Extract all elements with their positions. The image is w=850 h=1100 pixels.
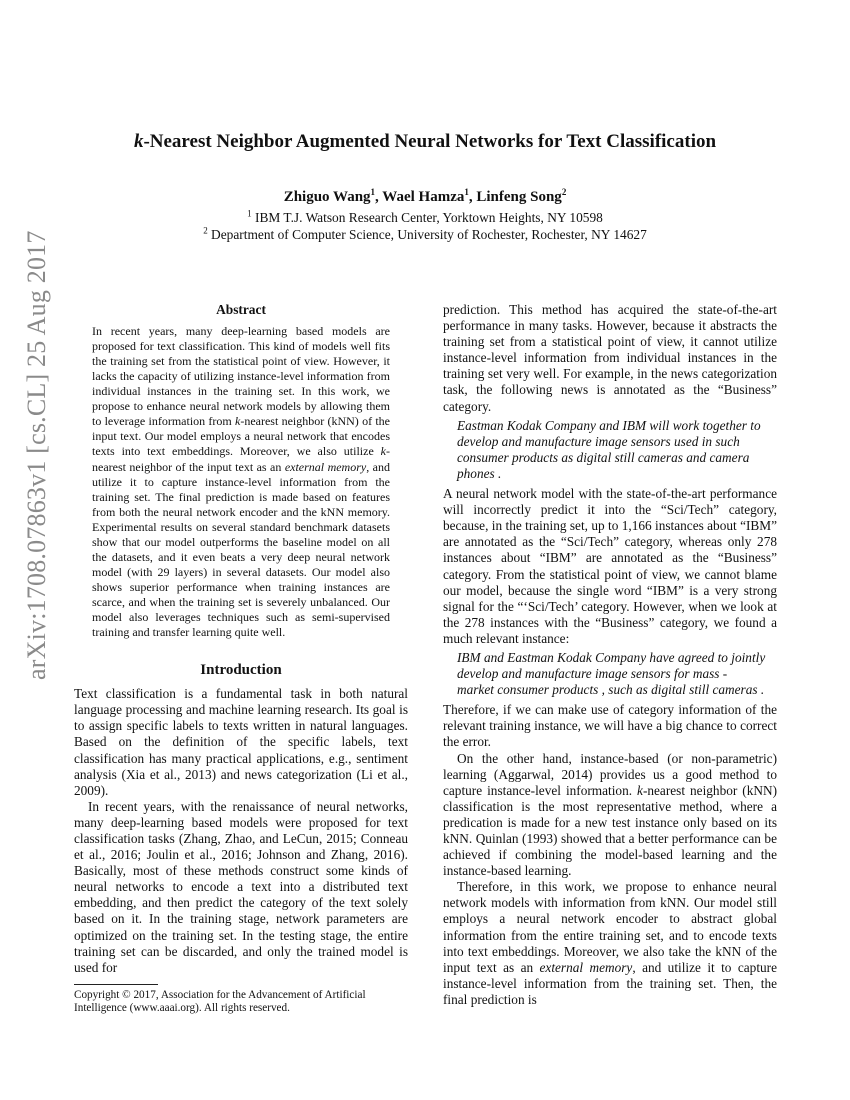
author-name: Wael Hamza (382, 189, 465, 205)
intro-paragraph-2: In recent years, with the renaissance of neural networks, many deep-learning based models were proposed for text classification tasks (Zhang, Zhao, and LeCun, 2015; Conneau et al., 2016; Joulin et al., 2016; Johnson and Zhang, 2016). Basically, most of these methods construct some kinds of neural networks to encode a text into a distributed text embedding, and then predict the category of the text solely based on it. In the training stage, network parameters are optimized on the training set. In the testing stage, the entire training set can be discarded, and only the trained model is used for (74, 798, 408, 975)
affiliation-1 (70, 210, 780, 226)
affiliation-mark: 1 (247, 208, 252, 219)
abstract-text: -nearest neighbor of the input text as an (92, 444, 390, 474)
affiliation-mark: 2 (203, 225, 208, 236)
author-affil-mark: 2 (561, 187, 567, 197)
body-text: -nearest neighbor (kNN) classification is the most representative method, where a predication is made for a new test instance only based on its kNN. Quinlan (1993) showed that a better performance can be achieved if combining the model-based learning and the instance-based learning. (443, 782, 777, 879)
right-column (443, 302, 777, 1008)
body-text: On the other hand, instance-based (or non-parametric) learning (Aggarwal, 2014) provides us a good method to capture instance-level information. (443, 750, 777, 798)
example-quote-1: Eastman Kodak Company and IBM will work together to develop and manufacture image sensors used in such consumer products as digital still cameras and camera phones . (457, 417, 761, 481)
abstract-body (92, 324, 390, 640)
abstract-emphasis: external memory (284, 459, 367, 474)
paper-title (70, 131, 780, 153)
footnote-divider (74, 984, 158, 985)
affiliation-text: Department of Computer Science, University of Rochester, Rochester, NY 14627 (211, 227, 647, 242)
author-affil-mark: 1 (370, 187, 376, 197)
affiliation-text: IBM T.J. Watson Research Center, Yorktown Heights, NY 10598 (254, 210, 603, 225)
title-text: -Nearest Neighbor Augmented Neural Networks for Text Classification (143, 131, 717, 152)
author-list: Zhiguo Wang$^1$, Wael Hamza$^1$, Linfeng Song$^2$ (283, 187, 567, 205)
author-affil-mark: 1 (464, 187, 469, 197)
arxiv-identifier-stamp: arXiv:1708.07863v1 [cs.CL] 25 Aug 2017 (22, 230, 51, 680)
abstract-math-k: k (380, 444, 386, 459)
author-name: Linfeng Song (476, 189, 562, 205)
body-paragraph (443, 751, 777, 880)
abstract-text: In recent years, many deep-learning based models are proposed for text classification. This kind of models well fits the training set from the statistical point of view. However, it lacks the capacity of utilizing instance-level information from individual instances in the training set. In this work, we propose to enhance neural network models by allowing them to leverage information from (92, 324, 390, 429)
title-italic-k: k (133, 131, 144, 152)
abstract-heading: Abstract (216, 302, 266, 317)
body-math-k: k (637, 782, 643, 798)
introduction-heading: Introduction (200, 662, 282, 679)
abstract-text: -nearest neighbor (kNN) of the input text. Our model employs a neural network that encodes texts into text embeddings. Moreover, we also utilize (92, 414, 390, 459)
author-name: Zhiguo Wang (283, 189, 371, 205)
body-paragraph (443, 879, 777, 1008)
body-paragraph: Therefore, if we can make use of category information of the relevant training instance, we will have a big chance to correct the error. (443, 702, 777, 750)
body-text: Therefore, in this work, we propose to enhance neural network models with information from kNN. Our model still employs a neural network encoder to abstract global information from the entire training set, and to encode texts into text embeddings. Moreover, we also take the kNN of the input text as an (443, 879, 777, 975)
left-column (74, 302, 408, 1015)
copyright-footnote: Copyright © 2017, Association for the Advancement of Artificial Intelligence (www.aaai.org). All rights reserved. (74, 988, 366, 1014)
body-paragraph-continued: prediction. This method has acquired the state-of-the-art performance in many tasks. However, because it abstracts the training set from a statistical point of view, it cannot utilize instance-level information from individual instances in the training set very well. For example, in the news categorization task, the following news is annotated as the “Business” category. (443, 302, 777, 414)
example-quote-2: IBM and Eastman Kodak Company have agreed to jointly develop and manufacture image sensors for mass - market consumer products , such as digital still cameras . (457, 649, 766, 698)
body-emphasis: external memory (539, 959, 633, 975)
abstract-math-k: k (235, 414, 241, 429)
body-text: , and utilize it to capture instance-level information from the training set. Then, the final prediction is (443, 959, 777, 1007)
affiliation-2 (70, 227, 780, 243)
abstract-text: , and utilize it to capture instance-level information from the training set. The final prediction is made based on features from both the neural network encoder and the kNN memory. Experimental results on several standard benchmark datasets show that our model outperforms the baseline model on all the datasets, and it even beats a very deep neural network model (with 29 layers) in several datasets. Our model also shows superior performance when training instances are scarce, and when the training set is severely unbalanced. Our model also leverages techniques such as semi-supervised training and transfer learning quite well. (92, 459, 391, 640)
intro-paragraph-1: Text classification is a fundamental task in both natural language processing and machine learning research. Its goal is to assign specific labels to texts written in natural languages. Based on the definition of the specific labels, text classification has many practical applications, e.g., sentiment analysis (Xia et al., 2013) and news categorization (Li et al., 2009). (74, 686, 408, 798)
body-paragraph: A neural network model with the state-of-the-art performance will incorrectly predict it into the “Sci/Tech” category, because, in the training set, up to 1,166 instances about “IBM” are annotated as the “Sci/Tech” category, whereas only 278 instances about “IBM” are annotated as the “Business” category. From the statistical point of view, we cannot blame our model, because the single word “IBM” is a very strong signal for the “‘Sci/Tech’ category. However, when we look at the 278 instances with the “Business” category, we found a much relevant instance: (443, 486, 777, 646)
